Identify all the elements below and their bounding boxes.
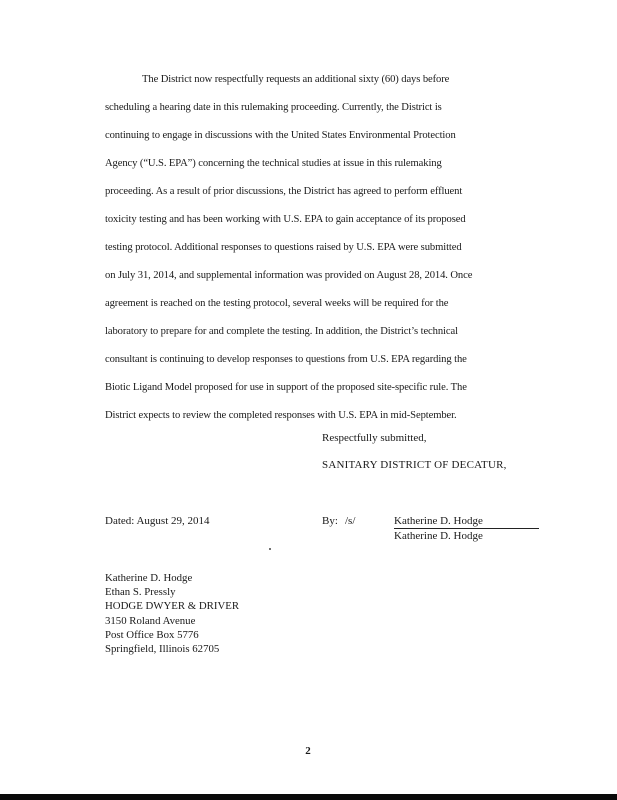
paragraph-line: continuing to engage in discussions with the United States Environmental Protection [105, 130, 456, 141]
paragraph-line: toxicity testing and has been working with U.S. EPA to gain acceptance of its proposed [105, 214, 466, 225]
address-line: Springfield, Illinois 62705 [105, 643, 220, 656]
paragraph-line: scheduling a hearing date in this rulemaking proceeding. Currently, the District is [105, 102, 442, 113]
signature-mark: /s/ [345, 515, 356, 527]
signature-line [394, 528, 539, 529]
paragraph-line: District expects to review the completed responses with U.S. EPA in mid-September. [105, 410, 457, 421]
paragraph-line: Agency (“U.S. EPA”) concerning the technical studies at issue in this rulemaking [105, 158, 442, 169]
signature-signed-name: Katherine D. Hodge [394, 515, 483, 527]
address-line: 3150 Roland Avenue [105, 614, 196, 627]
paragraph-line: laboratory to prepare for and complete the testing. In addition, the District’s technical [105, 326, 458, 337]
signature-block [322, 515, 542, 555]
scan-speck [269, 548, 271, 550]
body-paragraph [105, 66, 525, 430]
signature-by-label: By: [322, 515, 338, 527]
address-line: Katherine D. Hodge [105, 572, 193, 584]
paragraph-line: agreement is reached on the testing protocol, several weeks will be required for the [105, 298, 449, 309]
address-block [105, 571, 239, 656]
address-line: Ethan S. Pressly [105, 586, 176, 599]
date-line: Dated: August 29, 2014 [105, 515, 210, 527]
page-number: 2 [305, 745, 311, 757]
paragraph-line: Biotic Ligand Model proposed for use in support of the proposed site-specific rule. The [105, 382, 467, 393]
paragraph-line: The District now respectfully requests an additional sixty (60) days before [142, 74, 450, 85]
address-line: HODGE DWYER & DRIVER [105, 600, 240, 613]
paragraph-line: on July 31, 2014, and supplemental information was provided on August 28, 2014. Once [105, 270, 473, 281]
paragraph-line: testing protocol. Additional responses to questions raised by U.S. EPA were submitted [105, 242, 462, 253]
organization-name: SANITARY DISTRICT OF DECATUR, [322, 459, 507, 471]
signature-printed-name: Katherine D. Hodge [394, 530, 483, 542]
paragraph-line: consultant is continuing to develop responses to questions from U.S. EPA regarding the [105, 354, 467, 365]
closing-text: Respectfully submitted, [322, 432, 427, 444]
page-bottom-border [0, 794, 617, 800]
paragraph-line: proceeding. As a result of prior discussions, the District has agreed to perform effluent [105, 186, 463, 197]
address-line: Post Office Box 5776 [105, 628, 199, 641]
